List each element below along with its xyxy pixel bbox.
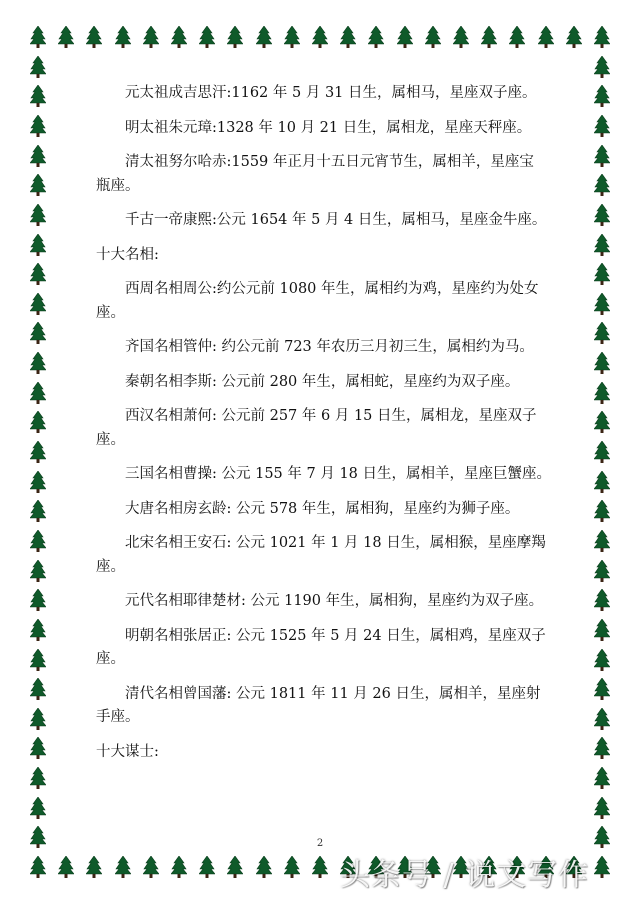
pine-tree-icon bbox=[594, 471, 610, 493]
text-line: 元代名相耶律楚材: 公元 1190 年生，属相狗，星座约为双子座。 bbox=[125, 593, 544, 609]
pine-tree-icon bbox=[594, 382, 610, 404]
pine-tree-icon bbox=[594, 26, 610, 48]
text-line: 清太祖努尔哈赤:1559 年正月十五日元宵节生，属相羊，星座宝 bbox=[125, 154, 534, 170]
pine-tree-icon bbox=[30, 560, 46, 582]
pine-tree-icon bbox=[115, 856, 131, 878]
text-line: 元太祖成吉思汗:1162 年 5 月 31 日生，属相马，星座双子座。 bbox=[125, 85, 537, 101]
pine-tree-icon bbox=[58, 856, 74, 878]
pine-tree-icon bbox=[594, 411, 610, 433]
pine-tree-icon bbox=[368, 26, 384, 48]
paragraph bbox=[96, 590, 556, 614]
pine-tree-icon bbox=[397, 26, 413, 48]
paragraph bbox=[96, 498, 556, 522]
pine-tree-icon bbox=[30, 708, 46, 730]
text-line: 西汉名相萧何: 公元前 257 年 6 月 15 日生，属相龙，星座双子 bbox=[125, 408, 537, 424]
text-line: 千古一帝康熙:公元 1654 年 5 月 4 日生，属相马，星座金牛座。 bbox=[125, 212, 547, 228]
pine-tree-icon bbox=[227, 856, 243, 878]
text-line: 手座。 bbox=[96, 709, 140, 725]
pine-tree-icon bbox=[594, 174, 610, 196]
pine-tree-icon bbox=[594, 204, 610, 226]
text-line: 明朝名相张居正: 公元 1525 年 5 月 24 日生，属相鸡，星座双子 bbox=[125, 627, 546, 644]
text-line: 齐国名相管仲: 约公元前 723 年农历三月初三生，属相约为马。 bbox=[125, 339, 534, 355]
pine-tree-icon bbox=[453, 26, 469, 48]
pine-tree-icon bbox=[566, 26, 582, 48]
pine-tree-icon bbox=[30, 411, 46, 433]
pine-tree-icon bbox=[30, 737, 46, 759]
pine-tree-icon bbox=[594, 85, 610, 107]
paragraph bbox=[96, 278, 556, 325]
pine-tree-icon bbox=[594, 115, 610, 137]
pine-tree-icon bbox=[143, 856, 159, 878]
text-line: 十大名相: bbox=[96, 246, 159, 263]
pine-tree-icon bbox=[30, 649, 46, 671]
pine-tree-icon bbox=[594, 619, 610, 641]
pine-tree-icon bbox=[594, 56, 610, 78]
pine-tree-icon bbox=[594, 263, 610, 285]
pine-tree-icon bbox=[30, 619, 46, 641]
text-line: 三国名相曹操: 公元 155 年 7 月 18 日生，属相羊，星座巨蟹座。 bbox=[125, 466, 551, 482]
pine-tree-icon bbox=[30, 352, 46, 374]
pine-tree-icon bbox=[538, 26, 554, 48]
text-line: 座。 bbox=[96, 431, 125, 448]
pine-tree-icon bbox=[199, 26, 215, 48]
text-line: 清代名相曾国藩: 公元 1811 年 11 月 26 日生，属相羊，星座射 bbox=[125, 685, 541, 702]
paragraph bbox=[96, 117, 556, 141]
paragraph bbox=[96, 463, 556, 487]
pine-tree-icon bbox=[509, 26, 525, 48]
text-line: 瓶座。 bbox=[96, 177, 140, 194]
pine-tree-icon bbox=[594, 737, 610, 759]
pine-tree-icon bbox=[594, 500, 610, 522]
pine-tree-icon bbox=[30, 85, 46, 107]
pine-tree-icon bbox=[30, 767, 46, 789]
pine-tree-icon bbox=[312, 856, 328, 878]
pine-tree-icon bbox=[594, 530, 610, 552]
pine-tree-icon bbox=[30, 500, 46, 522]
pine-tree-icon bbox=[30, 293, 46, 315]
pine-tree-icon bbox=[30, 382, 46, 404]
pine-tree-icon bbox=[340, 26, 356, 48]
text-line: 北宋名相王安石: 公元 1021 年 1 月 18 日生，属相猴，星座摩羯 bbox=[125, 535, 546, 551]
paragraph bbox=[96, 625, 556, 672]
pine-tree-icon bbox=[143, 26, 159, 48]
pine-tree-icon bbox=[284, 26, 300, 48]
pine-tree-icon bbox=[256, 856, 272, 878]
watermark: 头条号 / 说文写作 bbox=[340, 858, 590, 893]
pine-tree-icon bbox=[30, 56, 46, 78]
paragraph bbox=[96, 371, 556, 395]
pine-tree-icon bbox=[594, 797, 610, 819]
text-line: 座。 bbox=[96, 651, 125, 667]
pine-tree-icon bbox=[30, 441, 46, 463]
document-body bbox=[96, 82, 556, 764]
pine-tree-icon bbox=[30, 26, 46, 48]
paragraph bbox=[96, 82, 556, 106]
pine-tree-icon bbox=[256, 26, 272, 48]
pine-tree-icon bbox=[594, 767, 610, 789]
pine-tree-icon bbox=[284, 856, 300, 878]
page-number: 2 bbox=[316, 838, 324, 849]
pine-tree-icon bbox=[594, 708, 610, 730]
pine-tree-icon bbox=[594, 678, 610, 700]
pine-tree-icon bbox=[594, 352, 610, 374]
pine-tree-icon bbox=[30, 263, 46, 285]
text-line: 座。 bbox=[96, 558, 125, 575]
pine-tree-icon bbox=[58, 26, 74, 48]
pine-tree-icon bbox=[171, 856, 187, 878]
pine-tree-icon bbox=[481, 26, 497, 48]
pine-tree-icon bbox=[312, 26, 328, 48]
pine-tree-icon bbox=[30, 797, 46, 819]
pine-tree-icon bbox=[115, 26, 131, 48]
text-line: 大唐名相房玄龄: 公元 578 年生，属相狗，星座约为狮子座。 bbox=[125, 500, 520, 517]
pine-tree-icon bbox=[86, 26, 102, 48]
pine-tree-icon bbox=[30, 174, 46, 196]
paragraph bbox=[96, 683, 556, 730]
pine-tree-icon bbox=[171, 26, 187, 48]
pine-tree-icon bbox=[30, 589, 46, 611]
pine-tree-icon bbox=[30, 856, 46, 878]
text-line: 西周名相周公:约公元前 1080 年生，属相约为鸡，星座约为处女 bbox=[125, 281, 539, 297]
paragraph bbox=[96, 209, 556, 233]
pine-tree-icon bbox=[30, 204, 46, 226]
pine-tree-icon bbox=[30, 530, 46, 552]
pine-tree-icon bbox=[594, 441, 610, 463]
text-line: 座。 bbox=[96, 304, 125, 321]
pine-tree-icon bbox=[594, 145, 610, 167]
pine-tree-icon bbox=[594, 293, 610, 315]
pine-tree-icon bbox=[199, 856, 215, 878]
pine-tree-icon bbox=[594, 234, 610, 256]
paragraph bbox=[96, 405, 556, 452]
pine-tree-icon bbox=[30, 234, 46, 256]
pine-tree-icon bbox=[30, 471, 46, 493]
pine-tree-icon bbox=[594, 649, 610, 671]
pine-tree-icon bbox=[30, 322, 46, 344]
paragraph bbox=[96, 336, 556, 360]
section-heading bbox=[96, 244, 556, 268]
text-line: 明太祖朱元璋:1328 年 10 月 21 日生，属相龙，星座天秤座。 bbox=[125, 119, 532, 136]
paragraph bbox=[96, 532, 556, 579]
pine-tree-icon bbox=[30, 678, 46, 700]
pine-tree-icon bbox=[594, 856, 610, 878]
pine-tree-icon bbox=[425, 26, 441, 48]
paragraph bbox=[96, 151, 556, 198]
pine-tree-icon bbox=[227, 26, 243, 48]
section-heading bbox=[96, 741, 556, 765]
pine-tree-icon bbox=[594, 589, 610, 611]
pine-tree-icon bbox=[594, 560, 610, 582]
pine-tree-icon bbox=[30, 115, 46, 137]
pine-tree-icon bbox=[86, 856, 102, 878]
text-line: 十大谋士: bbox=[96, 743, 159, 760]
text-line: 秦朝名相李斯: 公元前 280 年生，属相蛇，星座约为双子座。 bbox=[125, 373, 520, 390]
pine-tree-icon bbox=[594, 322, 610, 344]
pine-tree-icon bbox=[30, 145, 46, 167]
